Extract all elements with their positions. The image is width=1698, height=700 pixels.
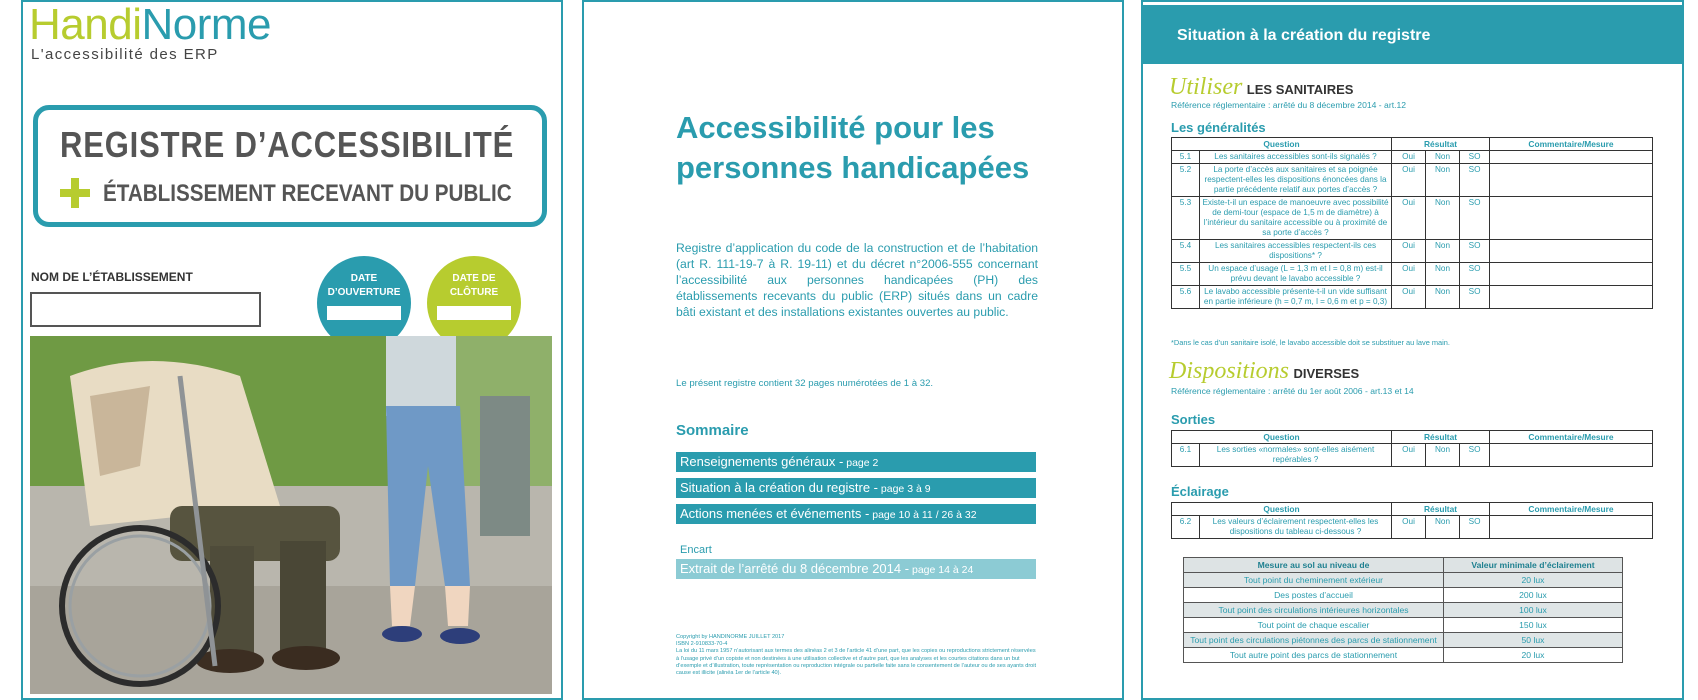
answer-non[interactable]: Non (1426, 240, 1460, 263)
comment-cell[interactable] (1490, 151, 1653, 164)
col-resultat: Résultat (1392, 138, 1490, 151)
table-row (1172, 240, 1653, 263)
lux-valeur: 20 lux (1444, 648, 1623, 663)
plus-icon (60, 178, 90, 208)
sanitaires-reference: Référence réglementaire : arrêté du 8 décembre 2014 - art.12 (1171, 100, 1407, 110)
section-bold-word: DIVERSES (1293, 366, 1360, 381)
comment-cell[interactable] (1490, 240, 1653, 263)
answer-oui[interactable]: Oui (1392, 151, 1426, 164)
register-subtitle: ÉTABLISSEMENT RECEVANT DU PUBLIC (103, 180, 512, 207)
question-text: Existe-t-il un espace de manoeuvre avec possibilité de demi-tour (espace de 1,5 m de diamètre) à l’intérieur du sanitaire accessible ou à proximité de sa porte d’accès ? (1200, 197, 1392, 240)
encart-item-extrait[interactable] (676, 559, 1036, 579)
lux-valeur: 50 lux (1444, 633, 1623, 648)
intro-title (676, 108, 1076, 188)
comment-cell[interactable] (1490, 197, 1653, 240)
encart-label: Encart (680, 544, 712, 556)
answer-oui[interactable]: Oui (1392, 516, 1426, 539)
table-row (1184, 603, 1623, 618)
answer-so[interactable]: SO (1460, 286, 1490, 309)
sommaire-item-label: Situation à la création du registre - (680, 480, 878, 495)
situation-header (1143, 2, 1682, 64)
table-row (1172, 263, 1653, 286)
answer-non[interactable]: Non (1426, 286, 1460, 309)
question-number: 5.2 (1172, 164, 1200, 197)
sommaire-item-actions[interactable] (676, 504, 1036, 524)
question-number: 5.4 (1172, 240, 1200, 263)
cover-page (21, 0, 563, 700)
col-commentaire: Commentaire/Mesure (1490, 138, 1653, 151)
answer-so[interactable]: SO (1460, 240, 1490, 263)
question-number: 5.6 (1172, 286, 1200, 309)
answer-oui[interactable]: Oui (1392, 240, 1426, 263)
table-row (1184, 573, 1623, 588)
question-text: Les sanitaires accessibles respectent-ils ces dispositions* ? (1200, 240, 1392, 263)
col-resultat: Résultat (1392, 431, 1490, 444)
question-text: Les sanitaires accessibles sont-ils signalés ? (1200, 151, 1392, 164)
sanitaires-table (1171, 137, 1653, 309)
answer-non[interactable]: Non (1426, 263, 1460, 286)
answer-oui[interactable]: Oui (1392, 197, 1426, 240)
section-sanitaires-title (1169, 74, 1353, 101)
intro-title-line1: Accessibilité pour les (676, 110, 995, 145)
opening-date-label-2: D’OUVERTURE (327, 287, 401, 298)
question-text: La porte d’accès aux sanitaires et sa poignée respectent-elles les dispositions énoncées dans la partie précédente relatif aux portes d’accès ? (1200, 164, 1392, 197)
answer-so[interactable]: SO (1460, 164, 1490, 197)
table-row (1184, 633, 1623, 648)
intro-paragraph: Registre d’application du code de la construction et de l’habitation (art R. 111-19-7 à R. 19-11) et du décret n°2006-555 concernant l’accessibilité aux personnes handicapées (PH) des établissements recevants du public (ERP) situés dans un cadre bâti existant et des installations existantes ouvertes au public. (676, 241, 1038, 319)
question-text: Un espace d’usage (L = 1,3 m et l = 0,8 m) est-il prévu devant le lavabo accessible ? (1200, 263, 1392, 286)
col-commentaire: Commentaire/Mesure (1490, 431, 1653, 444)
sanitaires-footnote: *Dans le cas d’un sanitaire isolé, le lavabo accessible doit se substituer au lave main. (1171, 338, 1450, 347)
section-script-word: Dispositions (1169, 358, 1290, 384)
handinorme-logo (29, 2, 271, 63)
closing-date-label-2: CLÔTURE (449, 287, 499, 298)
question-number: 6.1 (1172, 444, 1200, 467)
encart-item-page: page 14 à 24 (909, 564, 974, 576)
section-dispositions-title (1169, 358, 1359, 385)
lux-col-mesure: Mesure au sol au niveau de (1184, 558, 1444, 573)
opening-date-field[interactable] (327, 306, 401, 320)
section-bold-word: LES SANITAIRES (1246, 82, 1354, 97)
question-text: Les sorties «normales» sont-elles aisément repérables ? (1200, 444, 1392, 467)
question-number: 5.5 (1172, 263, 1200, 286)
sommaire-item-page: page 10 à 11 / 26 à 32 (869, 509, 977, 521)
lux-mesure: Tout point de chaque escalier (1184, 618, 1444, 633)
legal-notice: La loi du 11 mars 1957 n’autorisant aux termes des alinéas 2 et 3 de l’article 41 d’une part, que les copies ou reproductions strictement réservées à l’usage privé d’un copiste et non destinées à une utilisation collective et d’autre part, que les analyses et les courtes citations dans un but d’exemple et d’illustration, toute représentation ou reproduction intégrale ou partielle faite sans le consentement de l’auteur ou de ses ayants droit cause est illicite (alinéa 1er de l’article 40). (676, 648, 1037, 677)
eclairement-table (1183, 557, 1623, 663)
lux-mesure: Tout point du cheminement extérieur (1184, 573, 1444, 588)
lux-mesure: Des postes d’accueil (1184, 588, 1444, 603)
isbn-line: ISBN 2-910833-70-4 (676, 641, 728, 648)
col-resultat: Résultat (1392, 503, 1490, 516)
register-title-box (33, 105, 547, 227)
table-row (1172, 444, 1653, 467)
col-question: Question (1172, 431, 1392, 444)
question-number: 5.1 (1172, 151, 1200, 164)
answer-so[interactable]: SO (1460, 263, 1490, 286)
answer-non[interactable]: Non (1426, 197, 1460, 240)
answer-oui[interactable]: Oui (1392, 263, 1426, 286)
table-row (1172, 197, 1653, 240)
lux-mesure: Tout point des circulations piétonnes des parcs de stationnement (1184, 633, 1444, 648)
dispositions-reference: Référence réglementaire : arrêté du 1er août 2006 - art.13 et 14 (1171, 386, 1414, 396)
answer-non[interactable]: Non (1426, 444, 1460, 467)
sommaire-item-page: page 2 (843, 457, 879, 469)
table-row (1184, 618, 1623, 633)
question-text: Les valeurs d’éclairement respectent-elles les dispositions du tableau ci-dessous ? (1200, 516, 1392, 539)
logo-part-norme: Norme (141, 0, 271, 49)
table-row (1172, 286, 1653, 309)
copyright-line: Copyright by HANDINORME JUILLET 2017 (676, 634, 785, 640)
comment-cell[interactable] (1490, 263, 1653, 286)
generalites-heading: Les généralités (1171, 120, 1266, 135)
opening-date-label-1: DATE (350, 273, 378, 284)
lux-valeur: 200 lux (1444, 588, 1623, 603)
closing-date-label-1: DATE DE (452, 273, 496, 284)
sommaire-item-label: Actions menées et événements - (680, 506, 870, 521)
wheelchair-photo (30, 336, 552, 694)
situation-header-title: Situation à la création du registre (1177, 27, 1431, 44)
sommaire-title: Sommaire (676, 422, 749, 439)
establishment-name-field[interactable] (30, 292, 261, 327)
copyright-block (676, 634, 1040, 677)
establishment-name-label: NOM DE L’ÉTABLISSEMENT (31, 270, 193, 284)
answer-non[interactable]: Non (1426, 516, 1460, 539)
intro-page (582, 0, 1124, 700)
situation-page (1141, 0, 1684, 700)
comment-cell[interactable] (1490, 164, 1653, 197)
lux-mesure: Tout point des circulations intérieures horizontales (1184, 603, 1444, 618)
answer-oui[interactable]: Oui (1392, 164, 1426, 197)
eclairage-heading: Éclairage (1171, 484, 1229, 499)
comment-cell[interactable] (1490, 286, 1653, 309)
encart-item-label: Extrait de l’arrêté du 8 décembre 2014 - (680, 561, 910, 576)
eclairage-table (1171, 502, 1653, 539)
logo-part-handi: Handi (29, 0, 142, 49)
lux-valeur: 100 lux (1444, 603, 1623, 618)
sommaire-item-page: page 3 à 9 (878, 483, 931, 495)
lux-valeur: 150 lux (1444, 618, 1623, 633)
intro-title-line2: personnes handicapées (676, 150, 1030, 185)
answer-non[interactable]: Non (1426, 151, 1460, 164)
question-number: 5.3 (1172, 197, 1200, 240)
answer-non[interactable]: Non (1426, 164, 1460, 197)
comment-cell[interactable] (1490, 444, 1653, 467)
section-script-word: Utiliser (1169, 74, 1243, 100)
answer-so[interactable]: SO (1460, 516, 1490, 539)
logo-tagline: L'accessibilité des ERP (31, 46, 219, 63)
col-question: Question (1172, 138, 1392, 151)
answer-so[interactable]: SO (1460, 197, 1490, 240)
lux-col-valeur: Valeur minimale d’éclairement (1444, 558, 1623, 573)
sorties-heading: Sorties (1171, 412, 1216, 427)
pages-note: Le présent registre contient 32 pages numérotées de 1 à 32. (676, 378, 934, 389)
answer-oui[interactable]: Oui (1392, 444, 1426, 467)
answer-so[interactable]: SO (1460, 444, 1490, 467)
question-number: 6.2 (1172, 516, 1200, 539)
col-question: Question (1172, 503, 1392, 516)
lux-valeur: 20 lux (1444, 573, 1623, 588)
table-row (1172, 516, 1653, 539)
answer-so[interactable]: SO (1460, 151, 1490, 164)
table-row (1184, 588, 1623, 603)
answer-oui[interactable]: Oui (1392, 286, 1426, 309)
sommaire-item-situation[interactable] (676, 478, 1036, 498)
closing-date-field[interactable] (437, 306, 511, 320)
comment-cell[interactable] (1490, 516, 1653, 539)
sommaire-item-renseignements[interactable] (676, 452, 1036, 472)
sorties-table (1171, 430, 1653, 467)
sommaire-item-label: Renseignements généraux - (680, 454, 844, 469)
table-row (1184, 648, 1623, 663)
table-row (1172, 164, 1653, 197)
table-row (1172, 151, 1653, 164)
lux-mesure: Tout autre point des parcs de stationnement (1184, 648, 1444, 663)
question-text: Le lavabo accessible présente-t-il un vide suffisant en partie inférieure (h = 0,7 m, l = 0,6 m et p = 0,3) (1200, 286, 1392, 309)
col-commentaire: Commentaire/Mesure (1490, 503, 1653, 516)
register-title: REGISTRE D’ACCESSIBILITÉ (60, 124, 515, 165)
